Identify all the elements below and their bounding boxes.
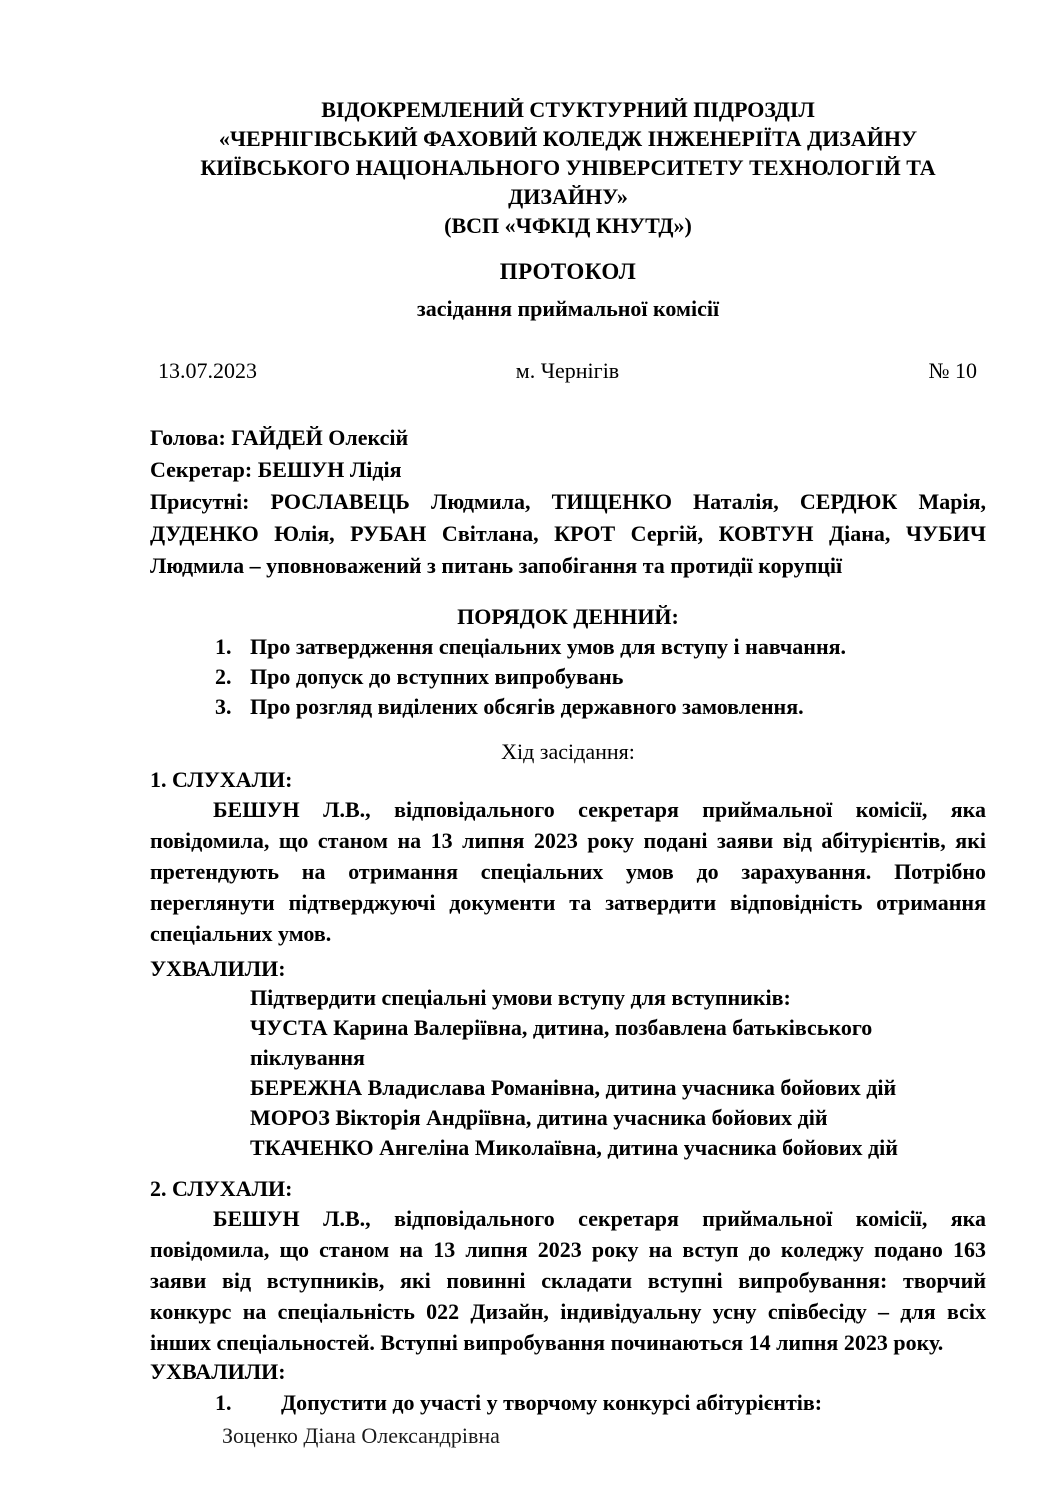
resolved-name: ЧУСТА Карина Валеріївна, дитина, позбавлена батьківського піклування — [250, 1015, 873, 1070]
resolved-item-number: 1. — [215, 1390, 232, 1415]
org-line: ДИЗАЙНУ» — [508, 184, 628, 209]
resolved-item-text: Допустити до участі у творчому конкурсі абітурієнтів: — [281, 1390, 823, 1415]
officers-block — [150, 422, 986, 582]
document-number: № 10 — [928, 358, 977, 383]
proceedings-heading: Хід засідання: — [501, 739, 635, 764]
heard-heading-1: 1. СЛУХАЛИ: — [150, 767, 293, 792]
section-2 — [150, 1175, 986, 1451]
agenda-list — [150, 632, 986, 722]
agenda-item-text: Про затвердження спеціальних умов для вступу і навчання. — [250, 634, 847, 659]
document-title: ПРОТОКОЛ — [499, 259, 637, 284]
agenda-item — [150, 662, 986, 692]
agenda-item — [150, 632, 986, 662]
org-line: КИЇВСЬКОГО НАЦІОНАЛЬНОГО УНІВЕРСИТЕТУ ТЕХНОЛОГІЙ ТА — [200, 155, 936, 180]
resolved-heading-2: УХВАЛИЛИ: — [150, 1359, 286, 1384]
agenda-item-number: 3. — [215, 694, 232, 719]
resolved-item — [150, 1388, 986, 1418]
agenda-item-text: Про розгляд виділених обсягів державного замовлення. — [250, 694, 804, 719]
document-place: м. Чернігів — [515, 358, 620, 383]
resolved-heading-1: УХВАЛИЛИ: — [150, 956, 286, 981]
heard-body-2: БЕШУН Л.В., відповідального секретаря приймальної комісії, яка повідомила, що станом на 13 липня 2023 року на вступ до коледжу подано 163 заяви від вступників, які повинні складати вступні випробування: творчий конкурс на спеціальність 022 Дизайн, індивідуальну усну співбесіду – для всіх інших спеціальностей. Вступні випробування починаються 14 липня 2023 року. — [150, 1206, 986, 1355]
agenda-item-number: 1. — [215, 634, 232, 659]
agenda-item — [150, 692, 986, 722]
heard-body-1: БЕШУН Л.В., відповідального секретаря приймальної комісії, яка повідомила, що станом на 13 липня 2023 року подані заяви від абітурієнтів, які претендують на отримання спеціальних умов до зарахування. Потрібно переглянути підтверджуючі документи та затвердити відповідність отримання спеціальних умов. — [150, 797, 986, 946]
meta-row — [150, 356, 986, 386]
agenda-item-text: Про допуск до вступних випробувань — [250, 664, 624, 689]
applicant-name: Зоценко Діана Олександрівна — [222, 1423, 500, 1448]
org-line: ВІДОКРЕМЛЕНИЙ СТУКТУРНИЙ ПІДРОЗДІЛ — [321, 97, 815, 122]
section-1 — [150, 766, 986, 1163]
agenda-heading: ПОРЯДОК ДЕННИЙ: — [457, 604, 679, 629]
present-paragraph: Присутні: РОСЛАВЕЦЬ Людмила, ТИЩЕНКО Наталія, СЕРДЮК Марія, ДУДЕНКО Юлія, РУБАН Світлана, КРОТ Сергій, КОВТУН Діана, ЧУБИЧ Людмила – уповноважений з питань запобігання та протидії корупції — [150, 489, 986, 578]
heard-heading-2: 2. СЛУХАЛИ: — [150, 1176, 293, 1201]
org-abbreviation: (ВСП «ЧФКІД КНУТД») — [444, 213, 692, 238]
chair-line: Голова: ГАЙДЕЙ Олексій — [150, 425, 409, 450]
resolved-name: МОРОЗ Вікторія Андріївна, дитина учасника бойових дій — [250, 1105, 828, 1130]
secretary-line: Секретар: БЕШУН Лідія — [150, 457, 402, 482]
resolved-name: ТКАЧЕНКО Ангеліна Миколаївна, дитина учасника бойових дій — [250, 1135, 898, 1160]
resolved-name: БЕРЕЖНА Владислава Романівна, дитина учасника бойових дій — [250, 1075, 897, 1100]
agenda-item-number: 2. — [215, 664, 232, 689]
organization-header — [150, 95, 986, 240]
document-subtitle: засідання приймальної комісії — [416, 296, 720, 321]
document-date: 13.07.2023 — [158, 358, 257, 383]
resolved-intro: Підтвердити спеціальні умови вступу для вступників: — [250, 985, 791, 1010]
org-line: «ЧЕРНІГІВСЬКИЙ ФАХОВИЙ КОЛЕДЖ ІНЖЕНЕРІЇТА ДИЗАЙНУ — [218, 126, 918, 151]
